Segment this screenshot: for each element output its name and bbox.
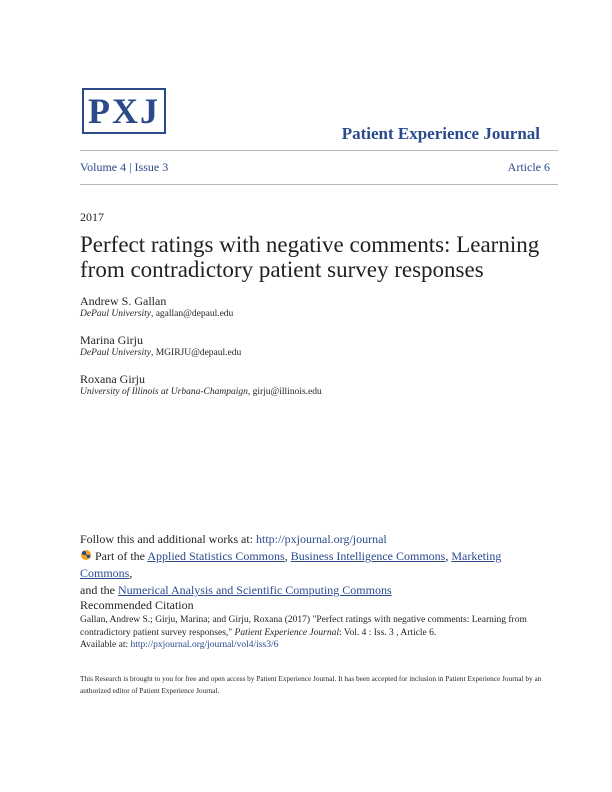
available-link[interactable]: http://pxjournal.org/journal/vol4/iss3/6 <box>130 640 279 650</box>
pxj-logo <box>82 88 166 134</box>
divider-top <box>80 150 558 151</box>
affiliation-name: University of Illinois at Urbana-Champaign <box>80 387 248 397</box>
part-of-commons: Part of the Applied Statistics Commons, Business Intelligence Commons, Marketing Commons, and the Numerical Analysis and Scientific Computing Commons <box>80 549 502 597</box>
citation-body <box>80 614 555 652</box>
volume-link[interactable]: Volume 4 <box>80 160 127 174</box>
footer-note: This Research is brought to you for free and open access by Patient Experience Journal. It has been accepted for inclusion in Patient Experience Journal by an authorized editor of Patient Experience Journal. <box>80 674 542 695</box>
affiliation-name: DePaul University <box>80 348 151 358</box>
and-the-text: and the <box>80 583 115 597</box>
citation-text-2: : Vol. 4 : Iss. 3 , Article 6. <box>338 627 437 638</box>
citation-text: Gallan, Andrew S.; Girju, Marina; and Girju, Roxana (2017) "Perfect ratings with negative comments: Learning from contradictory patient survey responses," <box>80 615 527 638</box>
author-affiliation-2: DePaul University, MGIRJU@depaul.edu <box>80 348 242 358</box>
follow-link[interactable]: http://pxjournal.org/journal <box>256 532 387 546</box>
author-email[interactable]: agallan@depaul.edu <box>155 309 234 319</box>
network-icon <box>80 549 92 561</box>
article-link[interactable]: Article 6 <box>507 160 550 174</box>
follow-text: Follow this and additional works at: <box>80 532 253 546</box>
author-name-1[interactable]: Andrew S. Gallan <box>80 294 167 308</box>
volume-issue-line <box>80 160 550 175</box>
author-affiliation-3: University of Illinois at Urbana-Champaign, girju@illinois.edu <box>80 387 322 397</box>
issue-link[interactable]: Issue 3 <box>134 160 169 174</box>
commons-link-marketing[interactable]: Marketing Commons <box>80 549 502 580</box>
citation-heading: Recommended Citation <box>80 598 194 612</box>
commons-link-business-intelligence[interactable]: Business Intelligence Commons <box>290 549 446 563</box>
author-name-3[interactable]: Roxana Girju <box>80 372 145 386</box>
affiliation-name: DePaul University <box>80 309 151 319</box>
publication-year: 2017 <box>80 210 104 224</box>
commons-link-numerical-analysis[interactable]: Numerical Analysis and Scientific Computing Commons <box>118 583 392 597</box>
author-email[interactable]: girju@illinois.edu <box>252 387 322 397</box>
article-title: Perfect ratings with negative comments: Learning from contradictory patient survey responses <box>80 232 540 282</box>
available-label: Available at: <box>80 640 129 650</box>
citation-journal: Patient Experience Journal <box>234 627 339 638</box>
logo-text: PXJ <box>88 91 160 131</box>
divider-bottom <box>80 184 558 185</box>
author-email[interactable]: MGIRJU@depaul.edu <box>155 348 242 358</box>
part-of-prefix: Part of the <box>95 549 145 563</box>
author-name-2[interactable]: Marina Girju <box>80 333 143 347</box>
separator: | <box>129 160 135 174</box>
journal-title[interactable]: Patient Experience Journal <box>341 124 540 143</box>
author-affiliation-1: DePaul University, agallan@depaul.edu <box>80 309 234 319</box>
follow-line <box>80 532 387 547</box>
commons-link-applied-statistics[interactable]: Applied Statistics Commons <box>147 549 285 563</box>
